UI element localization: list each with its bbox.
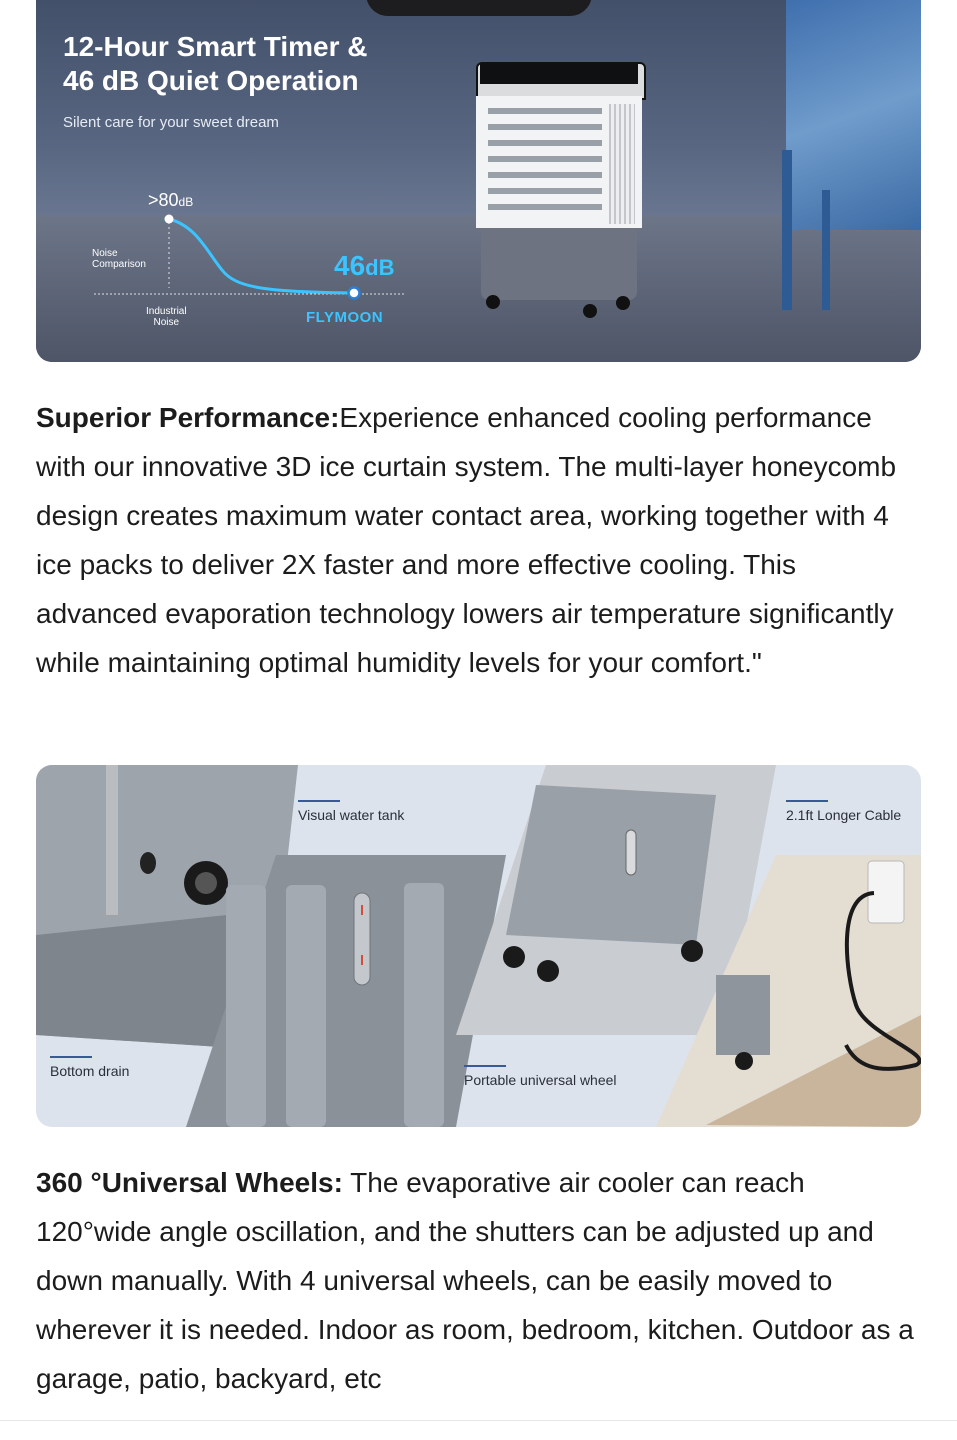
cooler-wheel xyxy=(486,295,500,309)
banner-title-line1: 12-Hour Smart Timer & xyxy=(63,31,368,62)
performance-heading: Superior Performance: xyxy=(36,402,340,433)
cooler-louver xyxy=(488,156,602,162)
cooler-louver xyxy=(488,188,602,194)
cooler-wheel xyxy=(583,304,597,318)
wheels-heading: 360 °Universal Wheels: xyxy=(36,1167,343,1198)
cooler-louver xyxy=(488,108,602,114)
cooler-louver xyxy=(488,140,602,146)
tag-underline xyxy=(50,1056,92,1058)
cooler-side-vent xyxy=(609,104,635,224)
wheels-body: The evaporative air cooler can reach 120°wide angle oscillation, and the shutters can be adjusted up and down manually. With 4 universal wheels, can be easily moved to wherever it is needed. Indoor as room, bedroom, kitchen. Outdoor as a garage, patio, backyard, etc xyxy=(36,1167,914,1394)
cooler-display xyxy=(480,64,638,84)
visual-water-tank-label: Visual water tank xyxy=(298,807,405,823)
description-wheels xyxy=(36,1158,921,1403)
banner-title-line2: 46 dB Quiet Operation xyxy=(63,65,359,96)
universal-wheel-label: Portable universal wheel xyxy=(464,1072,617,1088)
industrial-noise-label: Industrial Noise xyxy=(146,306,187,328)
bottom-divider xyxy=(0,1420,957,1421)
cooler-water-tank xyxy=(481,228,637,300)
tag-underline xyxy=(464,1065,506,1067)
product-banner-quiet xyxy=(36,0,921,362)
tag-underline xyxy=(786,800,828,802)
high-noise-value: >80dB xyxy=(148,190,194,210)
banner-subtitle: Silent care for your sweet dream xyxy=(63,114,279,131)
cooler-wheel xyxy=(616,296,630,310)
brand-logo: FLYMOON xyxy=(306,309,384,326)
performance-body: Experience enhanced cooling performance with our innovative 3D ice curtain system. The multi-layer honeycomb design creates maximum water contact area, working together with 4 ice packs to deliver 2X faster and more effective cooling. This advanced evaporation technology lowers air temperature significantly while maintaining optimal humidity levels for your comfort." xyxy=(36,402,897,678)
cooler-louver xyxy=(488,172,602,178)
noise-comparison-label: Noise Comparison xyxy=(92,248,146,270)
cooler-louver xyxy=(488,124,602,130)
low-noise-value: 46dB xyxy=(334,250,395,281)
longer-cable-label: 2.1ft Longer Cable xyxy=(786,807,902,823)
tag-underline xyxy=(298,800,340,802)
features-collage xyxy=(36,765,921,1127)
description-performance xyxy=(36,393,921,687)
cooler-louver xyxy=(488,204,602,210)
bottom-drain-label: Bottom drain xyxy=(50,1063,130,1079)
